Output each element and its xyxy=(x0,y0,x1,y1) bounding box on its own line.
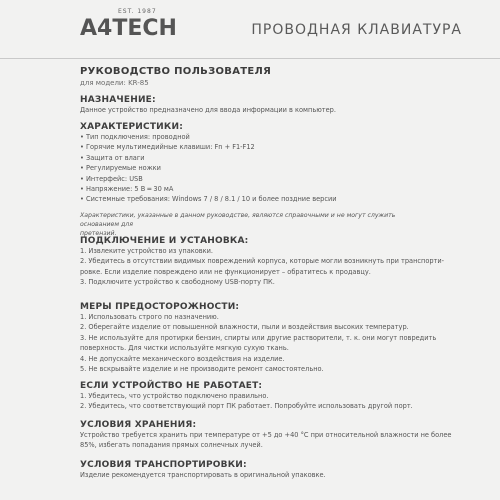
list-item: 1. Использовать строго по назначению. xyxy=(80,313,219,321)
section-troubleshoot xyxy=(80,381,430,412)
section-precautions xyxy=(80,302,437,374)
product-title: ПРОВОДНАЯ КЛАВИАТУРА xyxy=(251,22,462,38)
list-item: поверхность. Для чистки используйте мягкую сухую ткань. xyxy=(80,344,289,353)
section-heading: ПОДКЛЮЧЕНИЕ И УСТАНОВКА: xyxy=(80,236,249,246)
list-item: Изделие рекомендуется транспортировать в оригинальной упаковке. xyxy=(80,471,326,479)
list-item: • Защита от влаги xyxy=(80,153,145,162)
list-item: • Регулируемые ножки xyxy=(80,164,161,173)
specs-note-line: Характеристики, указанные в данном руководстве, являются справочными и не могут служить основанием для xyxy=(80,211,396,228)
list-item: 1. Убедитесь, что устройство подключено правильно. xyxy=(80,392,269,400)
section-install xyxy=(80,236,445,288)
list-item: ровке. Если изделие повреждено или не функционирует – обратитесь к продавцу. xyxy=(80,267,371,276)
section-heading: УСЛОВИЯ ХРАНЕНИЯ: xyxy=(80,420,197,430)
brand-name: A4TECH xyxy=(80,16,177,41)
section-heading: МЕРЫ ПРЕДОСТОРОЖНОСТИ: xyxy=(80,302,240,312)
list-item: 3. Подключите устройство к свободному USB-порту ПК. xyxy=(80,278,275,287)
section-text: Данное устройство предназначено для ввода информации в компьютер. xyxy=(80,106,336,114)
list-item: 2. Убедитесь в отсутствии видимых повреждений корпуса, которые могли возникнуть при транспорти- xyxy=(80,257,445,266)
section-heading: НАЗНАЧЕНИЕ: xyxy=(80,95,156,105)
section-heading: ЕСЛИ УСТРОЙСТВО НЕ РАБОТАЕТ: xyxy=(80,381,263,391)
list-item: 3. Не используйте для протирки бензин, спирты или другие растворители, т. к. они могут повредить xyxy=(80,333,437,342)
list-item: 1. Извлеките устройство из упаковки. xyxy=(80,247,214,255)
doc-model: для модели: KR-85 xyxy=(80,79,149,87)
list-item: Устройство требуется хранить при температуре от +5 до +40 °С при относительной влажности не более xyxy=(80,431,452,439)
list-item: 2. Убедитесь, что соответствующий порт ПК работает. Попробуйте использовать другой порт. xyxy=(80,402,413,411)
section-transport xyxy=(80,460,430,480)
list-item: 4. Не допускайте механического воздействия на изделие. xyxy=(80,354,285,363)
doc-title: РУКОВОДСТВО ПОЛЬЗОВАТЕЛЯ xyxy=(80,66,272,77)
section-purpose xyxy=(80,95,430,115)
list-item: 85%, избегать попадания прямых солнечных лучей. xyxy=(80,441,263,450)
list-item: • Напряжение: 5 В ═ 30 мА xyxy=(80,185,174,194)
specs-note-line: претензий. xyxy=(80,229,117,237)
section-heading: УСЛОВИЯ ТРАНСПОРТИРОВКИ: xyxy=(80,460,247,470)
list-item: • Горячие мультимедийные клавиши: Fn + F1-F12 xyxy=(80,143,255,152)
brand-logo xyxy=(80,8,180,42)
list-item: 5. Не вскрывайте изделие и не производите ремонт самостоятельно. xyxy=(80,365,324,374)
section-specs xyxy=(80,122,430,238)
section-heading: ХАРАКТЕРИСТИКИ: xyxy=(80,122,184,132)
brand-est: EST. 1987 xyxy=(118,8,157,15)
section-storage xyxy=(80,420,452,451)
page-header xyxy=(0,0,500,59)
list-item: • Системные требования: Windows 7 / 8 / 8.1 / 10 и более поздние версии xyxy=(80,195,337,204)
list-item: • Интерфейс: USB xyxy=(80,174,143,183)
list-item: • Тип подключения: проводной xyxy=(80,133,190,141)
list-item: 2. Оберегайте изделие от повышенной влажности, пыли и воздействия высоких температур. xyxy=(80,323,409,332)
